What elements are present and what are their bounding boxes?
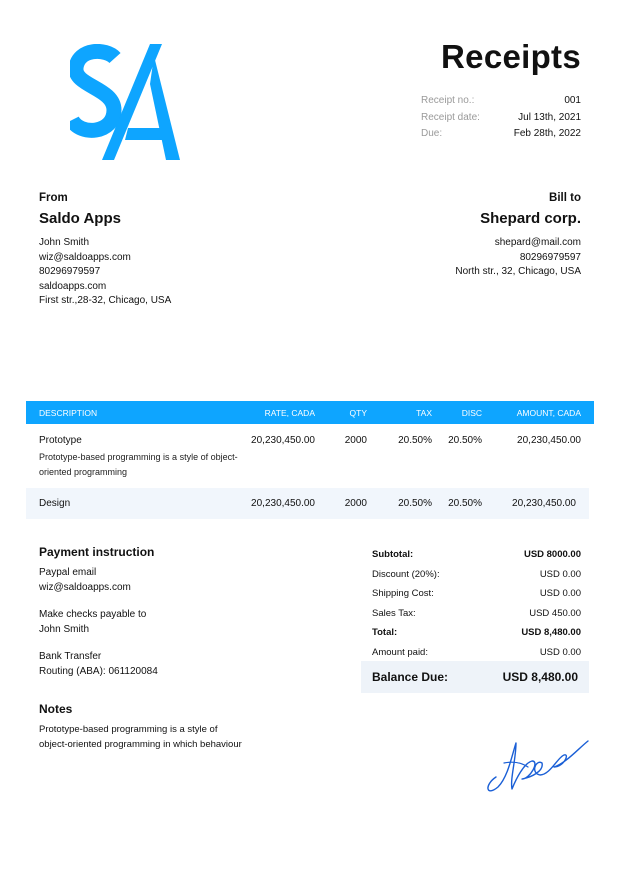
header-amount: AMOUNT, CADA (516, 407, 581, 418)
from-phone: 80296979597 (39, 266, 101, 277)
discount-row (372, 565, 581, 585)
bill-to-heading: Bill to (549, 192, 581, 204)
amount-paid-value: USD 0.00 (539, 646, 581, 658)
bill-to-phone: 80296979597 (519, 251, 581, 263)
header-disc: DISC (461, 407, 482, 418)
table-row (26, 488, 589, 519)
total-row (372, 623, 581, 643)
row-tax: 20.50% (398, 498, 432, 509)
discount-label: Discount (20%): (372, 568, 440, 580)
bill-to-email: shepard@mail.com (494, 237, 581, 248)
row-description-cell (26, 435, 240, 488)
table-row (26, 424, 594, 488)
header-tax: TAX (416, 407, 432, 418)
table-header (26, 401, 594, 424)
notes-heading: Notes (39, 702, 73, 716)
sales-tax-label: Sales Tax: (372, 607, 416, 619)
bill-to-company-name: Shepard corp. (480, 210, 581, 227)
signature-icon (482, 733, 592, 799)
notes-line: object-oriented programming in which behaviour (39, 739, 242, 750)
row-description-subtext: Prototype-based programming is a style of object-oriented programming (39, 452, 238, 477)
amount-paid-row (372, 643, 581, 663)
row-qty: 2000 (344, 498, 367, 509)
total-value: USD 8,480.00 (521, 627, 581, 639)
balance-due-value: USD 8,480.00 (502, 670, 578, 684)
company-logo (70, 44, 180, 160)
payment-heading: Payment instruction (39, 545, 155, 559)
bill-to-section (331, 192, 581, 281)
due-date-value: Feb 28th, 2022 (513, 128, 581, 139)
subtotal-label: Subtotal: (372, 549, 414, 561)
subtotal-value: USD 8000.00 (523, 549, 581, 561)
header-rate: RATE, CADA (264, 407, 315, 418)
notes-line: Prototype-based programming is a style of (39, 724, 218, 735)
due-date-row (421, 128, 581, 145)
from-section (39, 192, 289, 310)
row-rate: 20,230,450.00 (251, 498, 315, 509)
from-website: saldoapps.com (39, 280, 107, 292)
row-description: Prototype (39, 435, 82, 446)
due-date-label: Due: (421, 128, 443, 139)
receipt-number-value: 001 (564, 95, 581, 106)
from-company-name: Saldo Apps (39, 210, 121, 227)
balance-due-label: Balance Due: (372, 670, 449, 684)
from-email: wiz@saldoapps.com (39, 251, 131, 263)
payment-instructions (39, 545, 299, 681)
receipt-number-row (421, 95, 581, 112)
paypal-label: Paypal email (39, 567, 97, 578)
row-disc: 20.50% (448, 498, 482, 509)
total-label: Total: (372, 627, 398, 639)
receipt-meta (421, 95, 581, 145)
row-disc: 20.50% (448, 435, 482, 446)
header-description: DESCRIPTION (39, 407, 98, 418)
balance-due-box (361, 661, 589, 693)
amount-paid-label: Amount paid: (372, 646, 428, 658)
header-qty: QTY (349, 407, 367, 418)
sales-tax-value: USD 450.00 (529, 607, 581, 619)
receipt-number-label: Receipt no.: (421, 95, 475, 106)
shipping-value: USD 0.00 (539, 588, 581, 600)
signature (482, 733, 592, 799)
checks-payee: John Smith (39, 624, 90, 635)
shipping-label: Shipping Cost: (372, 588, 434, 600)
receipt-date-row (421, 112, 581, 129)
totals-summary (372, 545, 581, 662)
discount-value: USD 0.00 (539, 568, 581, 580)
from-contact-name: John Smith (39, 237, 90, 248)
page-title: Receipts (441, 38, 581, 75)
receipt-date-label: Receipt date: (421, 111, 480, 123)
notes-section (39, 702, 309, 754)
from-address: First str.,28-32, Chicago, USA (39, 295, 172, 306)
row-amount: 20,230,450.00 (517, 435, 581, 446)
row-rate: 20,230,450.00 (251, 435, 315, 446)
sales-tax-row (372, 604, 581, 624)
receipt-date-value: Jul 13th, 2021 (518, 111, 581, 123)
row-qty: 2000 (344, 435, 367, 446)
paypal-email: wiz@saldoapps.com (39, 582, 131, 593)
row-tax: 20.50% (398, 435, 432, 446)
logo-sa-icon (70, 44, 180, 160)
bill-to-address: North str., 32, Chicago, USA (455, 266, 581, 277)
items-table (26, 401, 594, 519)
row-description: Design (39, 498, 71, 509)
checks-label: Make checks payable to (39, 609, 147, 620)
bank-routing: Routing (ABA): 061120084 (39, 666, 158, 677)
from-heading: From (39, 192, 68, 204)
row-amount: 20,230,450.00 (512, 498, 576, 509)
shipping-row (372, 584, 581, 604)
bank-transfer-label: Bank Transfer (39, 651, 102, 662)
subtotal-row (372, 545, 581, 565)
